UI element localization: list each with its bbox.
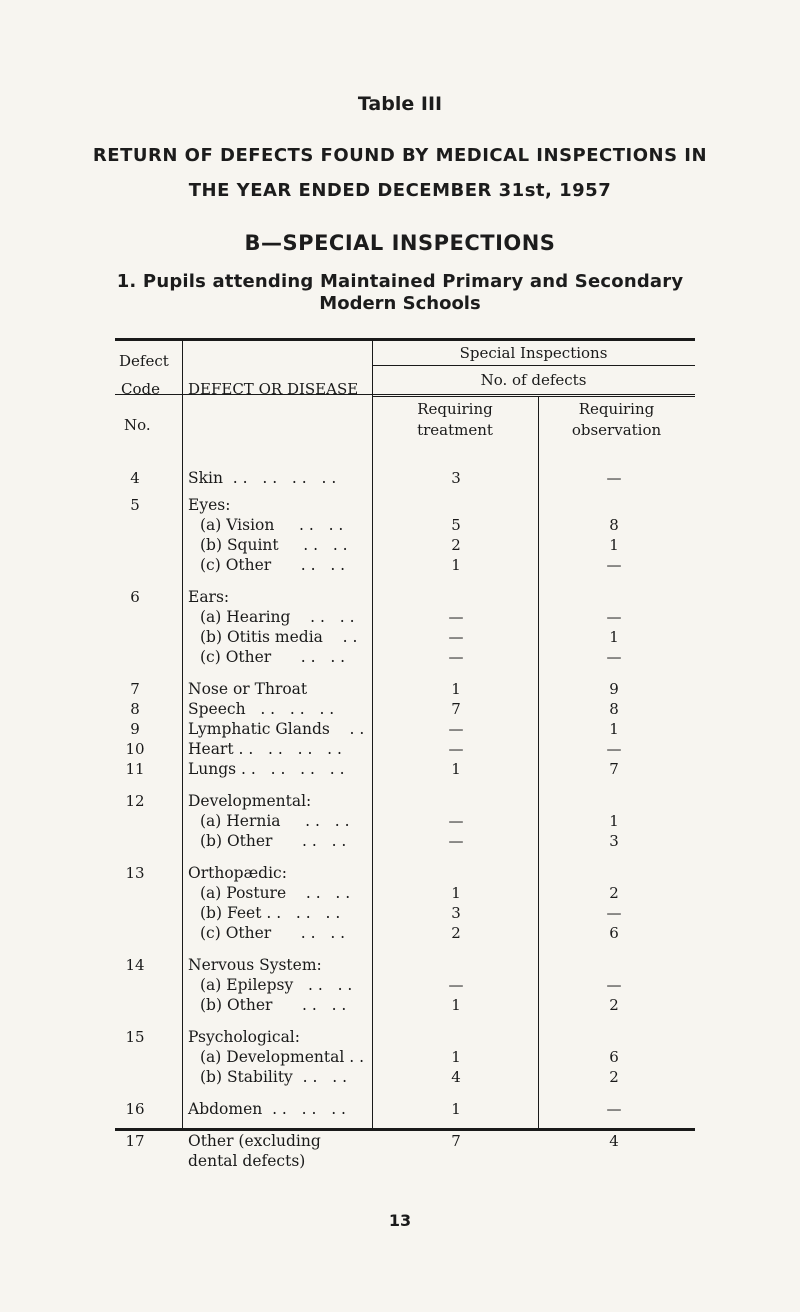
treatment-count: 1 — [451, 556, 461, 574]
treatment-count: 7 — [451, 700, 461, 718]
page-number: 13 — [388, 1211, 412, 1230]
treatment-count: — — [448, 832, 464, 850]
defect-code: 17 — [125, 1132, 145, 1150]
header-requiring-observation-1: Requiring — [578, 400, 655, 418]
defect-code: 13 — [125, 864, 145, 882]
defect-code: 5 — [130, 496, 140, 514]
treatment-count: — — [448, 740, 464, 758]
table-bottom-rule — [115, 1128, 695, 1131]
treatment-count: 2 — [451, 536, 461, 554]
defect-code: 7 — [130, 680, 140, 698]
defect-code: 6 — [130, 588, 140, 606]
observation-count: 7 — [609, 760, 619, 778]
treatment-count: 4 — [451, 1068, 461, 1086]
treatment-count: — — [448, 628, 464, 646]
observation-count: 4 — [609, 1132, 619, 1150]
observation-count: — — [606, 556, 622, 574]
defect-label: Lymphatic Glands . . — [188, 720, 365, 738]
observation-count: 3 — [609, 832, 619, 850]
defect-label: Lungs . . . . . . . . — [188, 760, 345, 778]
observation-count: 9 — [609, 680, 619, 698]
header-defect: Defect — [119, 352, 169, 370]
defect-code: 12 — [125, 792, 145, 810]
observation-count: — — [606, 740, 622, 758]
observation-count: 2 — [609, 996, 619, 1014]
header-no-of-defects: No. of defects — [480, 371, 587, 389]
treatment-count: 3 — [451, 904, 461, 922]
defect-label: Nose or Throat — [188, 680, 308, 698]
section-heading: B—SPECIAL INSPECTIONS — [244, 231, 556, 255]
defect-label: Developmental: — [188, 792, 312, 810]
table-top-rule — [115, 338, 695, 341]
header-requiring-observation-2: observation — [571, 421, 662, 439]
observation-count: 6 — [609, 924, 619, 942]
defect-code: 11 — [125, 760, 145, 778]
observation-count: — — [606, 648, 622, 666]
treatment-count: — — [448, 976, 464, 994]
defect-label: Heart . . . . . . . . — [188, 740, 342, 758]
defect-label: Eyes: — [188, 496, 231, 514]
column-divider-3 — [538, 397, 539, 1128]
defect-label: (a) Developmental . . — [200, 1048, 364, 1066]
observation-count: 1 — [609, 812, 619, 830]
no-of-defects-rule — [372, 396, 695, 397]
defect-label: (a) Epilepsy . . . . — [200, 976, 353, 994]
defect-label: (c) Other . . . . — [200, 556, 346, 574]
header-code: Code — [121, 380, 160, 398]
treatment-count: 7 — [451, 1132, 461, 1150]
observation-count: 2 — [609, 884, 619, 902]
observation-count: 1 — [609, 720, 619, 738]
defect-code: 16 — [125, 1100, 145, 1118]
defect-code: 9 — [130, 720, 140, 738]
defect-code: 15 — [125, 1028, 145, 1046]
header-no: No. — [124, 416, 151, 434]
defect-label: (b) Stability . . . . — [200, 1068, 348, 1086]
treatment-count: — — [448, 648, 464, 666]
table-title-line2: THE YEAR ENDED DECEMBER 31st, 1957 — [188, 180, 612, 201]
defect-label: (c) Other . . . . — [200, 924, 346, 942]
defect-label: (b) Other . . . . — [200, 832, 347, 850]
table-label: Table III — [357, 93, 443, 115]
treatment-count: 1 — [451, 760, 461, 778]
observation-count: 2 — [609, 1068, 619, 1086]
treatment-count: — — [448, 720, 464, 738]
defect-label: Abdomen . . . . . . — [188, 1100, 346, 1118]
defect-code: 8 — [130, 700, 140, 718]
defect-label: (c) Other . . . . — [200, 648, 346, 666]
observation-count: — — [606, 904, 622, 922]
observation-count: — — [606, 469, 622, 487]
defect-label: Speech . . . . . . — [188, 700, 335, 718]
treatment-count: 1 — [451, 680, 461, 698]
header-defect-or-disease: DEFECT OR DISEASE — [188, 380, 359, 398]
treatment-count: 3 — [451, 469, 461, 487]
observation-count: 1 — [609, 536, 619, 554]
defect-code: 14 — [125, 956, 145, 974]
defect-label: (a) Hernia . . . . — [200, 812, 350, 830]
column-divider-2 — [372, 341, 373, 1128]
observation-count: — — [606, 608, 622, 626]
observation-count: 1 — [609, 628, 619, 646]
defect-code: 10 — [125, 740, 145, 758]
defect-label: (b) Otitis media . . — [200, 628, 358, 646]
defect-label: Ears: — [188, 588, 230, 606]
defect-label: (a) Vision . . . . — [200, 516, 344, 534]
subtitle-line2: Modern Schools — [319, 293, 481, 314]
observation-count: — — [606, 1100, 622, 1118]
defect-label: Other (excluding — [188, 1132, 321, 1150]
treatment-count: 1 — [451, 884, 461, 902]
defect-label: Nervous System: — [188, 956, 322, 974]
special-inspections-rule — [372, 365, 695, 366]
defect-code: 4 — [130, 469, 140, 487]
treatment-count: 1 — [451, 1100, 461, 1118]
observation-count: 8 — [609, 516, 619, 534]
defect-label: (a) Hearing . . . . — [200, 608, 355, 626]
treatment-count: 5 — [451, 516, 461, 534]
treatment-count: — — [448, 608, 464, 626]
treatment-count: 1 — [451, 996, 461, 1014]
treatment-count: — — [448, 812, 464, 830]
column-divider-1 — [182, 341, 183, 1128]
observation-count: — — [606, 976, 622, 994]
defect-label: Orthopædic: — [188, 864, 287, 882]
header-requiring-treatment-2: treatment — [417, 421, 493, 439]
defect-label: dental defects) — [188, 1152, 306, 1170]
treatment-count: 2 — [451, 924, 461, 942]
subtitle-line1: 1. Pupils attending Maintained Primary and Secondary — [116, 271, 684, 292]
header-requiring-treatment-1: Requiring — [417, 400, 493, 418]
defect-label: Skin . . . . . . . . — [188, 469, 337, 487]
observation-count: 6 — [609, 1048, 619, 1066]
table-title-line1: RETURN OF DEFECTS FOUND BY MEDICAL INSPECTIONS IN — [92, 145, 708, 166]
defect-label: (b) Squint . . . . — [200, 536, 348, 554]
defect-label: (a) Posture . . . . — [200, 884, 351, 902]
header-special-inspections: Special Inspections — [459, 344, 608, 362]
observation-count: 8 — [609, 700, 619, 718]
defect-label: (b) Feet . . . . . . — [200, 904, 341, 922]
defect-label: Psychological: — [188, 1028, 300, 1046]
treatment-count: 1 — [451, 1048, 461, 1066]
defect-label: (b) Other . . . . — [200, 996, 347, 1014]
